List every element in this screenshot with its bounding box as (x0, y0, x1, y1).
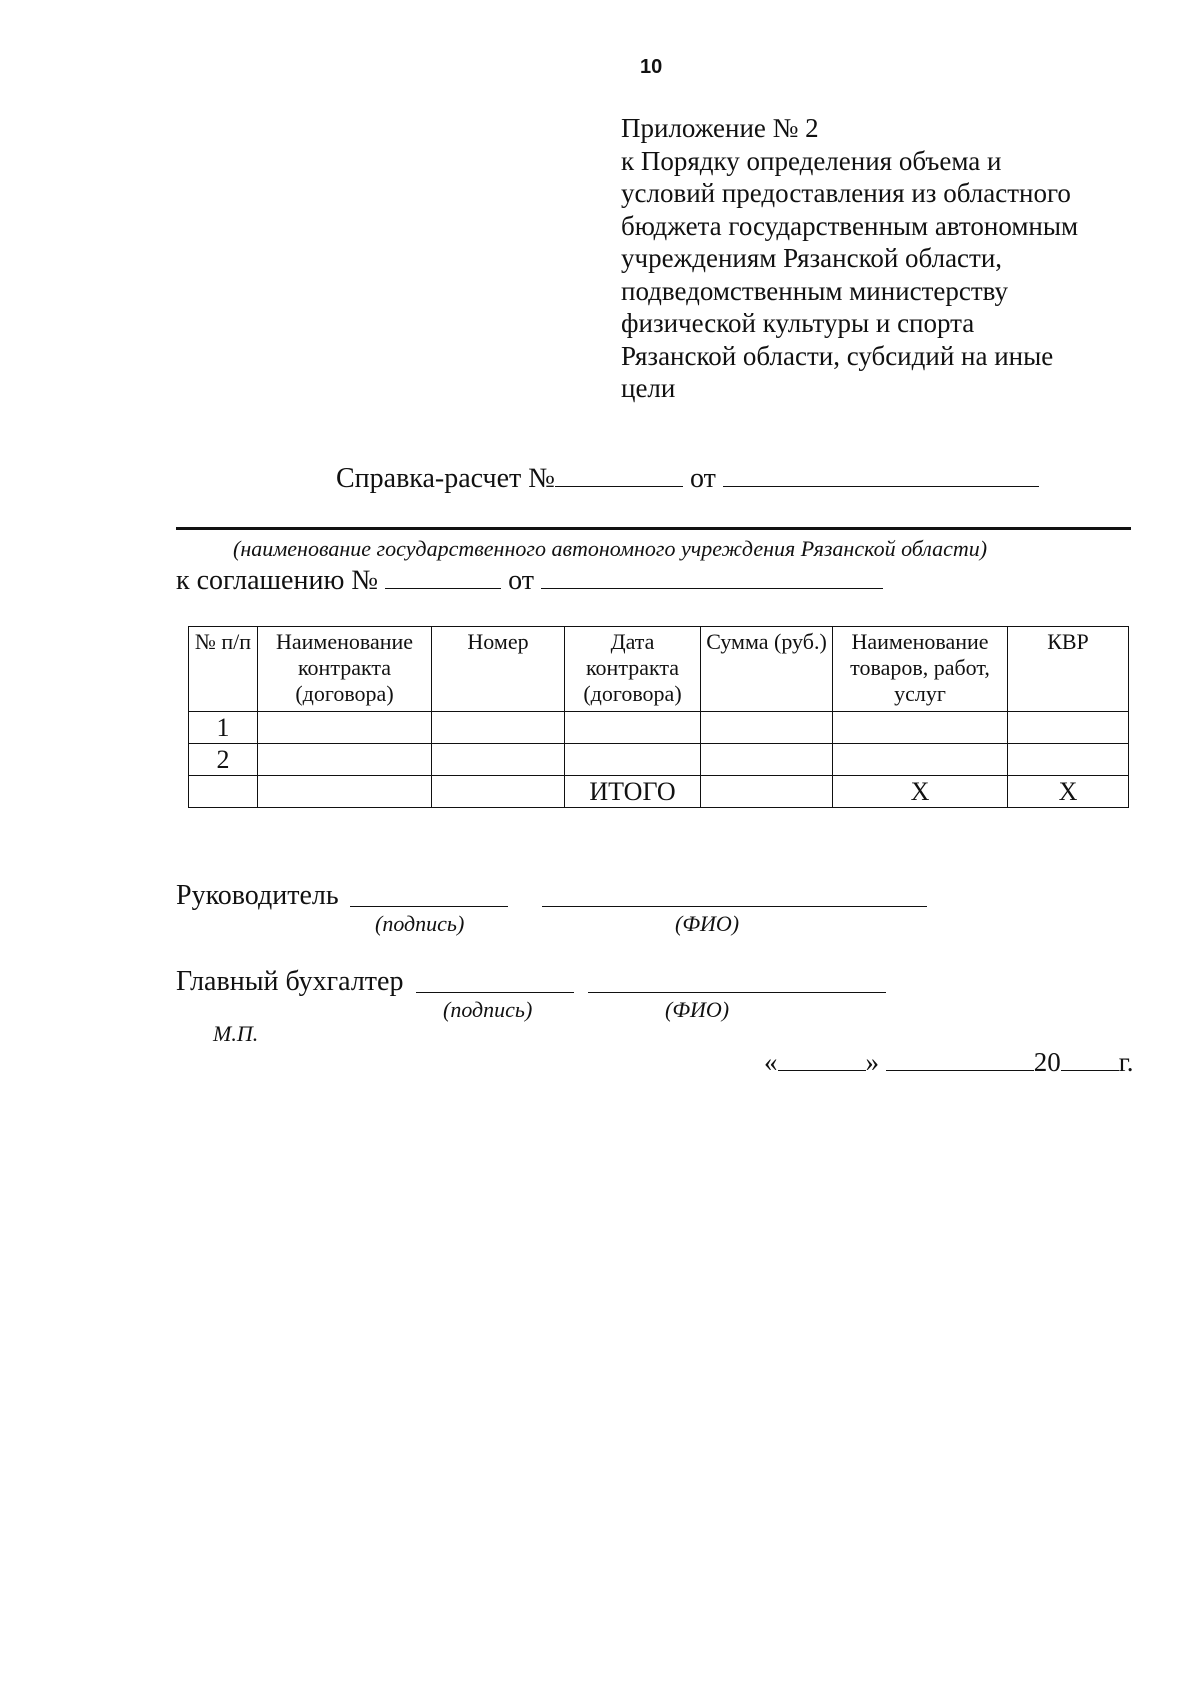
table-row (189, 712, 1129, 744)
agreement-label: к соглашению № (176, 565, 379, 596)
table-cell[interactable] (258, 744, 432, 776)
table-cell (258, 776, 432, 808)
spravka-date-field[interactable] (723, 462, 1039, 487)
table-cell (189, 776, 258, 808)
date-open-quote: « (764, 1047, 778, 1077)
spravka-title (336, 462, 1039, 495)
agreement-from-label: от (508, 565, 534, 596)
table-cell[interactable] (833, 712, 1008, 744)
header-cell-contract-number: Номер (432, 627, 565, 712)
spravka-number-field[interactable] (555, 462, 683, 487)
header-cell-amount: Сумма (руб.) (701, 627, 833, 712)
table-header-row (189, 627, 1129, 712)
appendix-line: бюджета государственным автономным (621, 210, 1079, 241)
total-amount-cell[interactable] (701, 776, 833, 808)
table-cell[interactable] (833, 744, 1008, 776)
spravka-from-label: от (690, 463, 716, 494)
appendix-line: Приложение № 2 (621, 113, 819, 143)
header-cell-kvr: КВР (1008, 627, 1129, 712)
agreement-line (176, 564, 883, 597)
header-cell-goods-name: Наименование товаров, работ, услуг (833, 627, 1008, 712)
appendix-line: подведомственным министерству (621, 275, 1008, 306)
table-cell[interactable] (432, 744, 565, 776)
header-cell-contract-date: Дата контракта (договора) (565, 627, 701, 712)
table-cell: X (1008, 776, 1129, 808)
date-line (764, 1046, 1134, 1078)
contracts-table (188, 626, 1129, 808)
appendix-line: Рязанской области, субсидий на иные (621, 340, 1054, 371)
header-cell-number: № п/п (189, 627, 258, 712)
table-total-row (189, 776, 1129, 808)
table-cell[interactable] (1008, 744, 1129, 776)
page-number: 10 (640, 56, 663, 78)
head-name-field[interactable] (542, 906, 927, 907)
table-cell (432, 776, 565, 808)
appendix-heading (621, 112, 1141, 405)
table-cell[interactable] (701, 744, 833, 776)
stamp-label: М.П. (213, 1021, 259, 1046)
table-cell: X (833, 776, 1008, 808)
accountant-signature-field[interactable] (416, 992, 574, 993)
date-day-field[interactable] (778, 1046, 866, 1071)
head-label: Руководитель (176, 880, 339, 911)
date-close-quote: » (865, 1047, 879, 1077)
table-cell[interactable] (701, 712, 833, 744)
table-cell[interactable] (565, 744, 701, 776)
table-cell[interactable] (258, 712, 432, 744)
table-cell: 1 (189, 712, 258, 744)
accountant-label: Главный бухгалтер (176, 966, 404, 997)
head-signature-field[interactable] (350, 906, 508, 907)
head-sign-caption: (подпись) (375, 911, 465, 936)
appendix-line: к Порядку определения объема и (621, 145, 1002, 176)
head-name-caption: (ФИО) (675, 911, 740, 936)
institution-caption: (наименование государственного автономного учреждения Рязанской области) (233, 536, 988, 561)
date-month-field[interactable] (886, 1046, 1034, 1071)
agreement-number-field[interactable] (385, 564, 501, 589)
appendix-line: цели (621, 373, 676, 403)
total-label-cell: ИТОГО (565, 776, 701, 808)
spravka-label: Справка-расчет № (336, 463, 555, 494)
table-cell: 2 (189, 744, 258, 776)
agreement-date-field[interactable] (541, 564, 883, 589)
institution-name-field[interactable] (176, 527, 1131, 530)
appendix-line: условий предоставления из областного (621, 178, 1071, 208)
appendix-line: физической культуры и спорта (621, 308, 975, 338)
table-cell[interactable] (565, 712, 701, 744)
header-cell-contract-name: Наименование контракта (договора) (258, 627, 432, 712)
date-year-prefix: 20 (1033, 1047, 1061, 1077)
accountant-name-field[interactable] (588, 992, 886, 993)
table-cell[interactable] (432, 712, 565, 744)
date-year-suffix: г. (1118, 1047, 1134, 1077)
table-cell[interactable] (1008, 712, 1129, 744)
appendix-line: учреждениям Рязанской области, (621, 243, 1003, 273)
accountant-name-caption: (ФИО) (665, 997, 730, 1022)
accountant-sign-caption: (подпись) (443, 997, 533, 1022)
table-row (189, 744, 1129, 776)
date-year-field[interactable] (1061, 1046, 1119, 1071)
